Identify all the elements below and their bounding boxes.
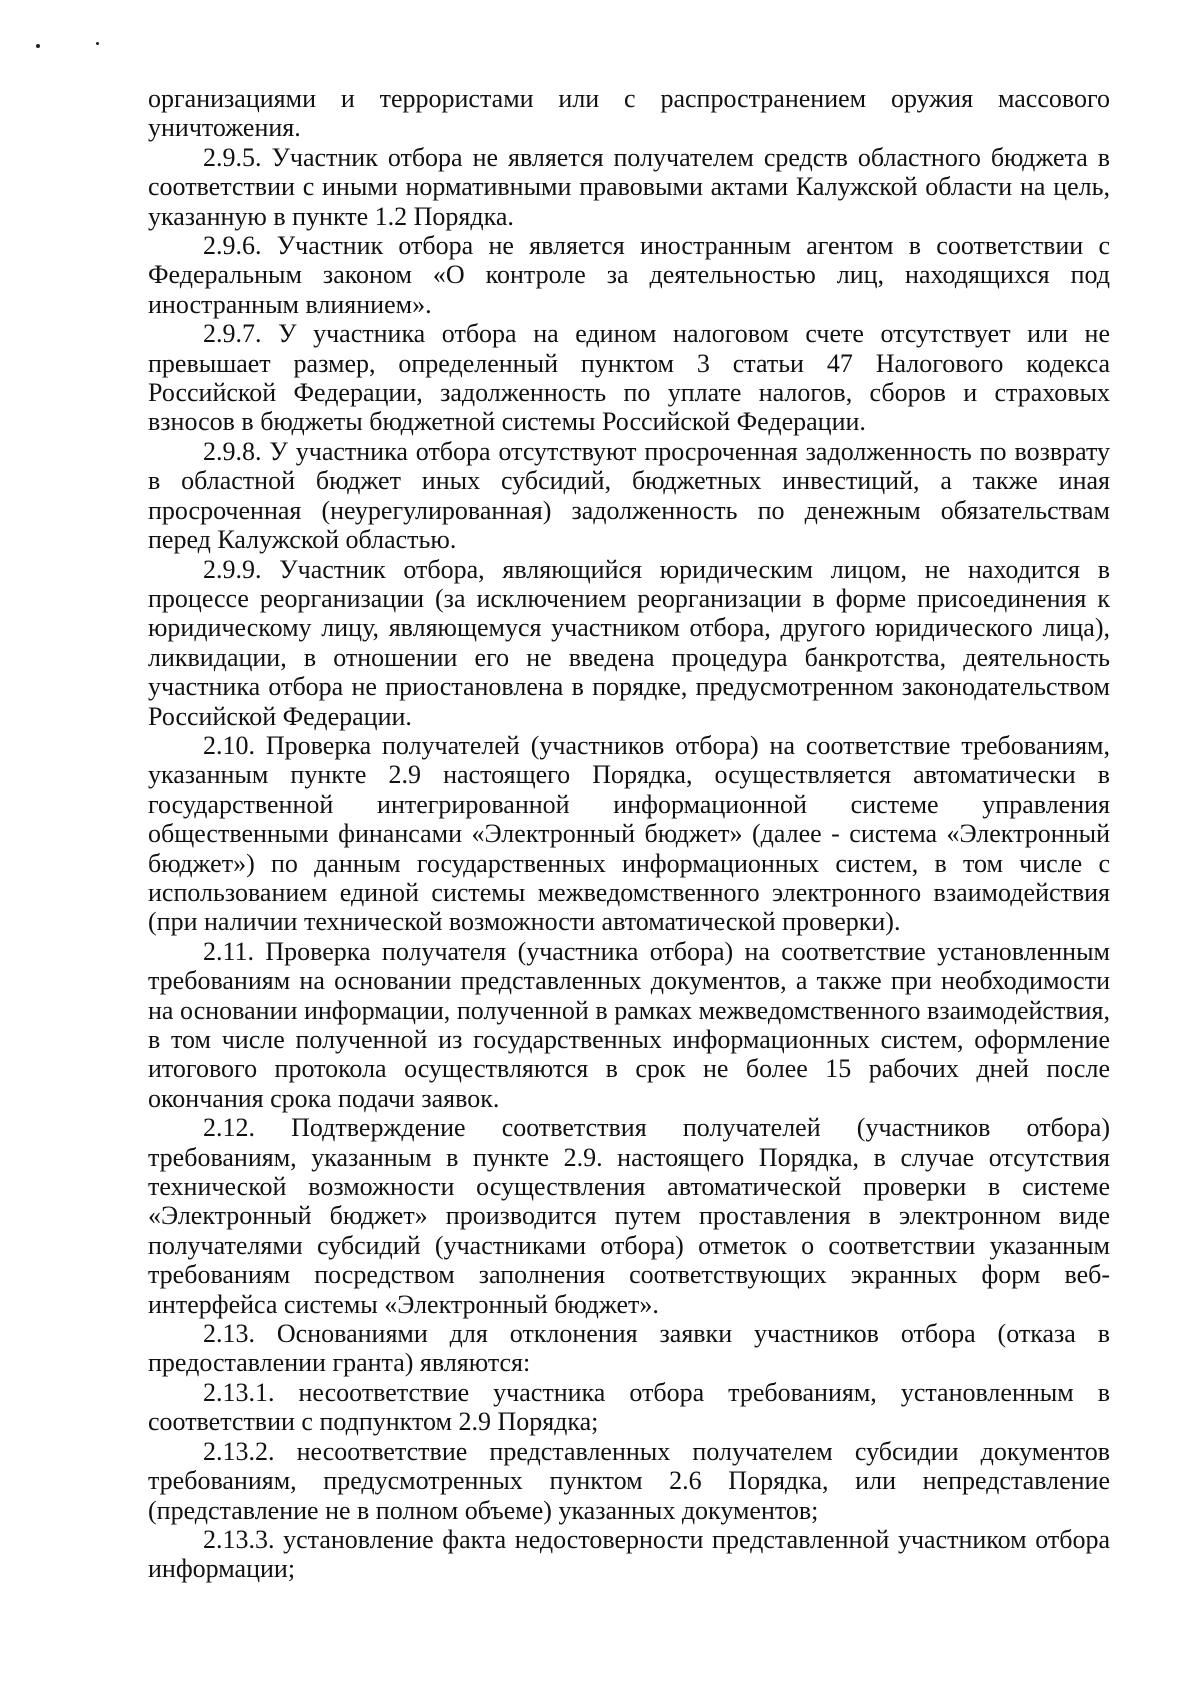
paragraph-2-13: 2.13. Основаниями для отклонения заявки участников отбора (отказа в предоставлении гранта) являются: [148, 1319, 1110, 1378]
paragraph-2-9-8: 2.9.8. У участника отбора отсутствуют просроченная задолженность по возврату в областной бюджет иных субсидий, бюджетных инвестиций, а также иная просроченная (неурегулированная) задолженность по денежным обязательствам перед Калужской областью. [148, 436, 1110, 555]
paragraph-2-12: 2.12. Подтверждение соответствия получателей (участников отбора) требованиям, указанным в пункте 2.9. настоящего Порядка, в случае отсутствия технической возможности осуществления автоматической проверки в системе «Электронный бюджет» производится путем проставления в электронном виде получателями субсидий (участниками отбора) отметок о соответствии указанным требованиям посредством заполнения соответствующих экранных форм веб-интерфейса системы «Электронный бюджет». [148, 1113, 1110, 1319]
paragraph-2-13-1: 2.13.1. несоответствие участника отбора требованиям, установленным в соответствии с подпунктом 2.9 Порядка; [148, 1377, 1110, 1437]
paragraph-continuation: организациями и террористами или с распространением оружия массового уничтожения. [148, 84, 1110, 143]
paragraph-2-9-9: 2.9.9. Участник отбора, являющийся юридическим лицом, не находится в процессе реорганизации (за исключением реорганизации в форме присоединения к юридическому лицу, являющемуся участником отбора, другого юридического лица), ликвидации, в отношении его не введена процедура банкротства, деятельность участника отбора не приостановлена в порядке, предусмотренном законодательством Российской Федерации. [148, 554, 1110, 731]
scan-speck [96, 42, 99, 45]
document-body [148, 84, 1110, 1584]
paragraph-2-9-6: 2.9.6. Участник отбора не является иностранным агентом в соответствии с Федеральным законом «О контроле за деятельностью лиц, находящихся под иностранным влиянием». [148, 231, 1110, 319]
paragraph-2-13-3: 2.13.3. установление факта недостоверности представленной участником отбора информации; [148, 1524, 1110, 1584]
paragraph-2-10: 2.10. Проверка получателей (участников отбора) на соответствие требованиям, указанным пункте 2.9 настоящего Порядка, осуществляется автоматически в государственной интегрированной информационной системе управления общественными финансами «Электронный бюджет» (далее - система «Электронный бюджет») по данным государственных информационных систем, в том числе с использованием единой системы межведомственного электронного взаимодействия (при наличии технической возможности автоматической проверки). [148, 730, 1110, 937]
scan-specks [36, 40, 116, 52]
paragraph-2-13-2: 2.13.2. несоответствие представленных получателем субсидии документов требованиям, предусмотренных пунктом 2.6 Порядка, или непредставление (представление не в полном объеме) указанных документов; [148, 1436, 1110, 1525]
paragraph-2-11: 2.11. Проверка получателя (участника отбора) на соответствие установленным требованиям на основании представленных документов, а также при необходимости на основании информации, полученной в рамках межведомственного взаимодействия, в том числе полученной из государственных информационных систем, оформление итогового протокола осуществляются в срок не более 15 рабочих дней после окончания срока подачи заявок. [148, 936, 1110, 1113]
scan-speck [36, 44, 40, 48]
paragraph-2-9-7: 2.9.7. У участника отбора на едином налоговом счете отсутствует или не превышает размер, определенный пунктом 3 статьи 47 Налогового кодекса Российской Федерации, задолженность по уплате налогов, сборов и страховых взносов в бюджеты бюджетной системы Российской Федерации. [148, 319, 1110, 437]
paragraph-2-9-5: 2.9.5. Участник отбора не является получателем средств областного бюджета в соответствии с иными нормативными правовыми актами Калужской области на цель, указанную в пункте 1.2 Порядка. [148, 142, 1110, 231]
